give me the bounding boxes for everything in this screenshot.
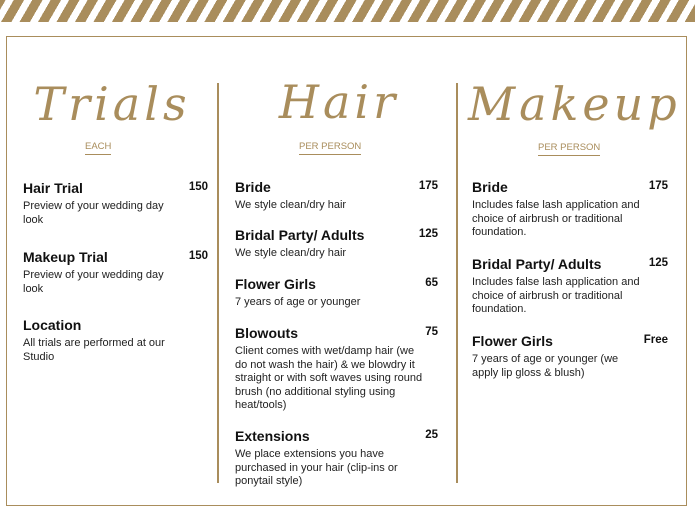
item-name: Bride [235,179,271,195]
item-name: Extensions [235,428,310,444]
list-item [23,249,208,296]
column-divider [456,83,458,483]
item-price: 25 [425,429,438,441]
column-divider [217,83,219,483]
item-description: 7 years of age or younger [235,296,361,308]
list-item [235,428,438,489]
list-item [235,179,438,213]
list-item [23,317,208,364]
list-item [472,256,668,317]
item-description: Includes false lash application and choice of airbrush or traditional foundation. [472,199,640,238]
item-description: We place extensions you have purchased in your hair (clip-ins or ponytail style) [235,448,398,487]
item-description: We style clean/dry hair [235,247,347,259]
item-price: 125 [648,257,668,269]
item-price: 125 [418,228,438,240]
item-description: Preview of your wedding day look [23,200,164,226]
list-item [472,179,668,240]
item-description: All trials are performed at our Studio [23,337,165,363]
trials-subtitle: EACH [85,141,111,155]
item-name: Blowouts [235,325,298,341]
item-price: 75 [425,326,438,338]
item-name: Flower Girls [235,276,316,292]
makeup-title: Makeup [468,77,681,131]
list-item [23,180,208,227]
price-menu-card [6,36,687,506]
hair-title: Hair [278,75,400,129]
item-description: Preview of your wedding day look [23,269,164,295]
item-description: Includes false lash application and choice of airbrush or traditional foundation. [472,276,640,315]
item-name: Bridal Party/ Adults [472,256,602,272]
item-name: Bridal Party/ Adults [235,227,365,243]
item-price: 150 [188,250,208,262]
list-item [472,333,668,380]
list-item [235,227,438,261]
list-item [235,276,438,310]
item-description: 7 years of age or younger (we apply lip gloss & blush) [472,353,619,379]
item-price: Free [643,334,668,346]
item-name: Location [23,317,82,333]
item-price: 175 [418,180,438,192]
hair-subtitle: PER PERSON [299,141,361,155]
item-price: 150 [188,181,208,193]
item-name: Bride [472,179,508,195]
item-name: Hair Trial [23,180,83,196]
list-item [235,325,438,413]
makeup-subtitle: PER PERSON [538,142,600,156]
item-price: 65 [425,277,438,289]
item-description: Client comes with wet/damp hair (we do not wash the hair) & we blowdry it straight or with soft waves using round brush (no additional styling using heat/tools) [235,345,423,411]
item-name: Flower Girls [472,333,553,349]
item-name: Makeup Trial [23,249,108,265]
item-description: We style clean/dry hair [235,199,347,211]
decorative-stripe-band [0,0,695,22]
item-price: 175 [648,180,668,192]
trials-title: Trials [33,77,191,131]
